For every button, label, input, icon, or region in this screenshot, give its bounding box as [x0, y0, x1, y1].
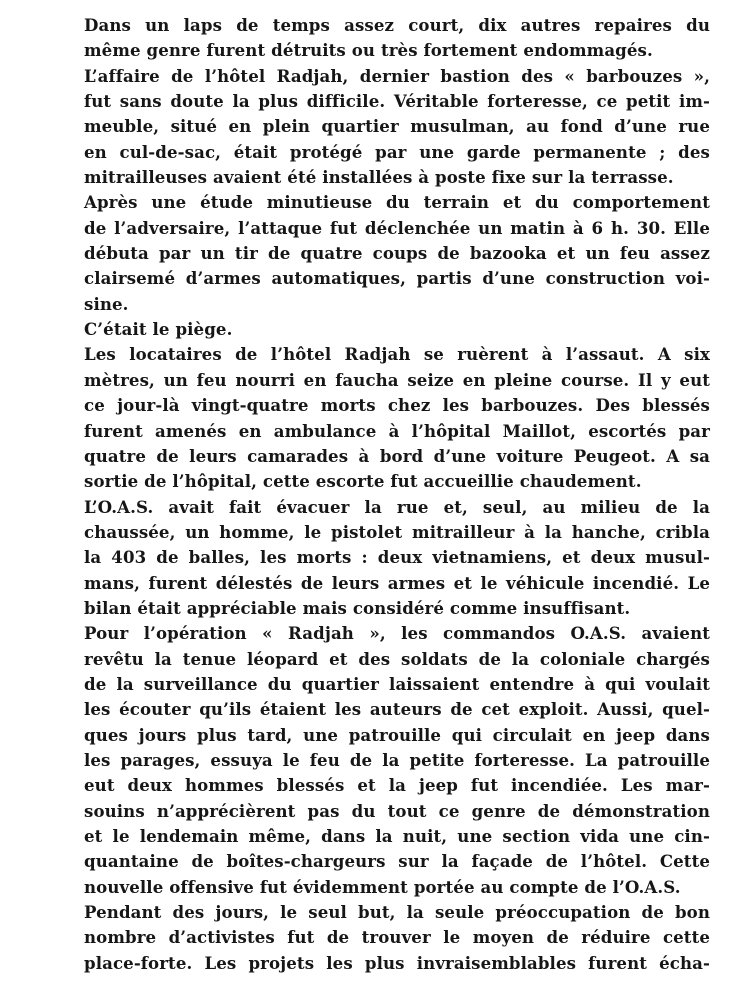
text-line: de l’adversaire, l’attaque fut déclenchée un matin à 6 h. 30. Elle: [84, 217, 710, 238]
text-line: meuble, situé en plein quartier musulman, au fond d’une rue: [84, 116, 710, 137]
text-line: chaussée, un homme, le pistolet mitrailleur à la hanche, cribla: [84, 521, 710, 542]
text-line: sortie de l’hôpital, cette escorte fut accueillie chaudement.: [84, 471, 642, 492]
text-line: ce jour-là vingt-quatre morts chez les barbouzes. Des blessés: [84, 395, 710, 416]
paragraph: [84, 342, 710, 494]
text-line: L’O.A.S. avait fait évacuer la rue et, seul, au milieu de la: [84, 496, 710, 517]
text-line: mitrailleuses avaient été installées à poste fixe sur la terrasse.: [84, 167, 674, 188]
paragraph: [84, 190, 710, 317]
text-line: les parages, essuya le feu de la petite forteresse. La patrouille: [84, 749, 710, 770]
text-line: ques jours plus tard, une patrouille qui circulait en jeep dans: [84, 724, 710, 745]
text-line: fut sans doute la plus difficile. Véritable forteresse, ce petit im-: [84, 91, 710, 112]
text-line: mans, furent délestés de leurs armes et le véhicule incendié. Le: [84, 572, 710, 593]
text-line: Pour l’opération « Radjah », les commandos O.A.S. avaient: [84, 623, 710, 644]
text-line: quantaine de boîtes-chargeurs sur la façade de l’hôtel. Cette: [84, 851, 710, 872]
text-line: débuta par un tir de quatre coups de bazooka et un feu assez: [84, 243, 710, 264]
paragraph: [84, 64, 710, 191]
text-line: Les locataires de l’hôtel Radjah se ruèrent à l’assaut. A six: [84, 344, 710, 365]
text-line: et le lendemain même, dans la nuit, une section vida une cin-: [84, 826, 710, 846]
text-line: Après une étude minutieuse du terrain et du comportement: [84, 192, 710, 213]
text-line: la 403 de balles, les morts : deux vietnamiens, et deux musul-: [84, 547, 710, 568]
text-line: nouvelle offensive fut évidemment portée au compte de l’O.A.S.: [84, 876, 681, 897]
paragraph: [84, 13, 710, 64]
text-line: eut deux hommes blessés et la jeep fut incendiée. Les mar-: [84, 775, 710, 796]
text-line: en cul-de-sac, était protégé par une garde permanente ; des: [84, 141, 710, 162]
text-line: Dans un laps de temps assez court, dix autres repaires du: [84, 15, 710, 35]
text-line: L’affaire de l’hôtel Radjah, dernier bastion des « barbouzes »,: [84, 65, 710, 86]
text-line: même genre furent détruits ou très fortement endommagés.: [84, 40, 653, 61]
text-line: les écouter qu’ils étaient les auteurs de cet exploit. Aussi, quel-: [84, 699, 710, 720]
book-page: [84, 13, 710, 976]
text-line: C’était le piège.: [84, 319, 233, 340]
paragraph: [84, 621, 710, 900]
text-line: mètres, un feu nourri en faucha seize en pleine course. Il y eut: [84, 369, 710, 390]
text-line: bilan était appréciable mais considéré comme insuffisant.: [84, 597, 631, 618]
text-line: sine.: [84, 293, 129, 314]
text-line: de la surveillance du quartier laissaient entendre à qui voulait: [84, 673, 710, 694]
text-line: clairsemé d’armes automatiques, partis d’une construction voi-: [84, 268, 710, 289]
text-line: nombre d’activistes fut de trouver le moyen de réduire cette: [84, 927, 710, 948]
paragraph: [84, 900, 710, 976]
text-line: souins n’apprécièrent pas du tout ce genre de démonstration: [84, 800, 710, 821]
text-line: place-forte. Les projets les plus invraisemblables furent écha-: [84, 952, 710, 973]
text-line: revêtu la tenue léopard et des soldats de la coloniale chargés: [84, 648, 710, 669]
paragraph: [84, 317, 710, 342]
text-line: furent amenés en ambulance à l’hôpital Maillot, escortés par: [84, 420, 710, 441]
paragraph: [84, 495, 710, 622]
text-line: Pendant des jours, le seul but, la seule préoccupation de bon: [84, 902, 710, 923]
text-line: quatre de leurs camarades à bord d’une voiture Peugeot. A sa: [84, 445, 710, 466]
